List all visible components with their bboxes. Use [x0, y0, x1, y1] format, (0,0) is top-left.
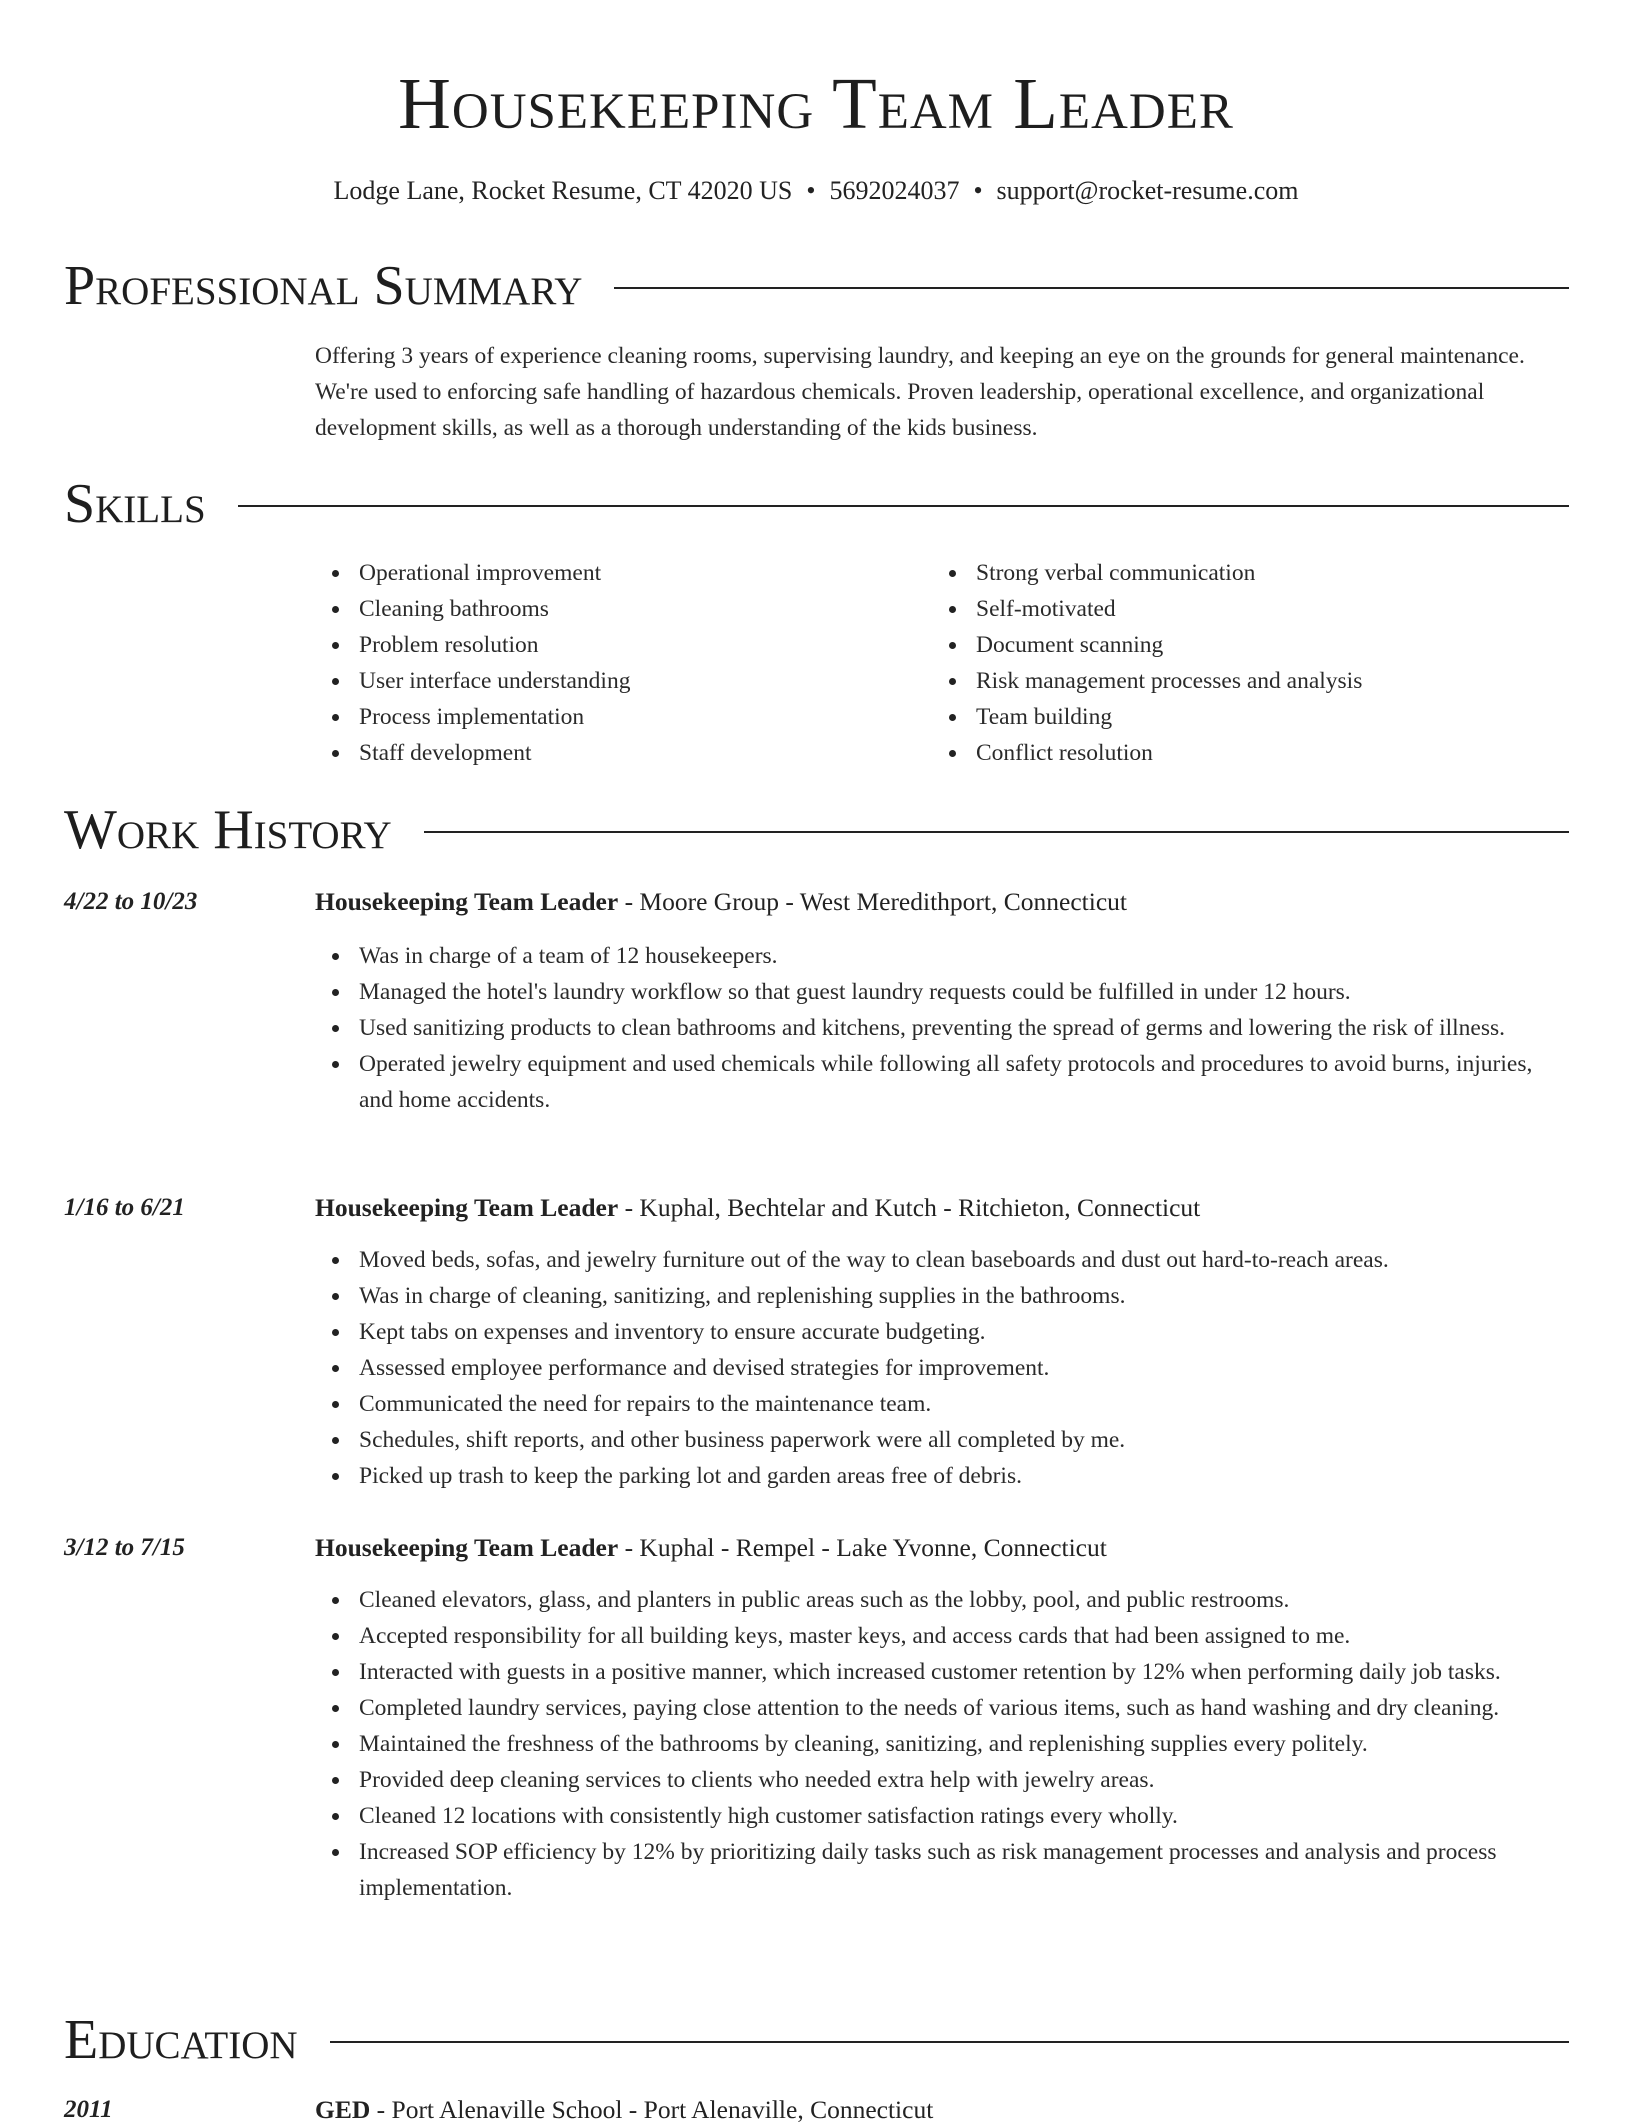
section-title-education [64, 2008, 1569, 2072]
job-bullet: Cleaned elevators, glass, and planters in public areas such as the lobby, pool, and public restrooms. [315, 1582, 1569, 1618]
job-bullets [315, 938, 1569, 1118]
skill-item: Problem resolution [315, 627, 915, 663]
job-title: Housekeeping Team Leader [315, 887, 619, 916]
job-title: Housekeeping Team Leader [315, 1193, 619, 1222]
job-dates: 4/22 to 10/23 [64, 888, 198, 915]
skill-item: Risk management processes and analysis [932, 663, 1532, 699]
resume-name: Housekeeping Team Leader [398, 63, 1234, 144]
skills-list-left [315, 555, 915, 771]
job-bullet: Picked up trash to keep the parking lot and garden areas free of debris. [315, 1458, 1569, 1494]
job-bullet: Schedules, shift reports, and other business paperwork were all completed by me. [315, 1422, 1569, 1458]
contact-email: support@rocket-resume.com [996, 176, 1299, 205]
job-bullet: Interacted with guests in a positive manner, which increased customer retention by 12% when performing daily job tasks. [315, 1654, 1569, 1690]
section-label: Work History [64, 799, 392, 861]
skills-list-right [932, 555, 1532, 771]
section-title-summary [64, 254, 1569, 318]
job-company-location: - Kuphal - Rempel - Lake Yvonne, Connecticut [618, 1533, 1107, 1562]
education-date: 2011 [64, 2096, 113, 2123]
job-bullet: Used sanitizing products to clean bathrooms and kitchens, preventing the spread of germs and lowering the risk of illness. [315, 1010, 1569, 1046]
job-bullet: Moved beds, sofas, and jewelry furniture out of the way to clean baseboards and dust out hard-to-reach areas. [315, 1242, 1569, 1278]
contact-phone: 5692024037 [829, 176, 960, 205]
job-company-location: - Moore Group - West Meredithport, Connecticut [618, 887, 1127, 916]
skill-item: Document scanning [932, 627, 1532, 663]
skill-item: Self-motivated [932, 591, 1532, 627]
job-heading [315, 1190, 1569, 1226]
skill-item: Operational improvement [315, 555, 915, 591]
section-divider [614, 287, 1569, 289]
skill-item: Process implementation [315, 699, 915, 735]
job-bullet: Cleaned 12 locations with consistently high customer satisfaction ratings every wholly. [315, 1798, 1569, 1834]
job-heading [315, 884, 1569, 920]
job-bullet: Accepted responsibility for all building keys, master keys, and access cards that had been assigned to me. [315, 1618, 1569, 1654]
skill-item: Cleaning bathrooms [315, 591, 915, 627]
skill-item: Staff development [315, 735, 915, 771]
job-company-location: - Kuphal, Bechtelar and Kutch - Ritchieton, Connecticut [618, 1193, 1201, 1222]
skill-item: User interface understanding [315, 663, 915, 699]
job-bullet: Kept tabs on expenses and inventory to ensure accurate budgeting. [315, 1314, 1569, 1350]
section-divider [330, 2041, 1569, 2043]
section-label: Education [64, 2009, 298, 2071]
job-bullet: Operated jewelry equipment and used chemicals while following all safety protocols and procedures to avoid burns, injuries, and home accidents. [315, 1046, 1569, 1118]
education-school-location: - Port Alenaville School - Port Alenaville, Connecticut [370, 2095, 934, 2124]
section-label: Professional Summary [64, 255, 583, 317]
section-divider [238, 505, 1569, 507]
job-bullet: Increased SOP efficiency by 12% by prioritizing daily tasks such as risk management processes and analysis and process implementation. [315, 1834, 1569, 1906]
section-title-skills [64, 472, 1569, 536]
job-bullet: Assessed employee performance and devised strategies for improvement. [315, 1350, 1569, 1386]
contact-line [0, 173, 1632, 209]
job-bullet: Completed laundry services, paying close attention to the needs of various items, such as hand washing and dry cleaning. [315, 1690, 1569, 1726]
job-bullet: Managed the hotel's laundry workflow so that guest laundry requests could be fulfilled in under 12 hours. [315, 974, 1569, 1010]
skill-item: Conflict resolution [932, 735, 1532, 771]
job-bullet: Communicated the need for repairs to the maintenance team. [315, 1386, 1569, 1422]
job-title: Housekeeping Team Leader [315, 1533, 619, 1562]
summary-text: Offering 3 years of experience cleaning rooms, supervising laundry, and keeping an eye on the grounds for general maintenance. We're used to enforcing safe handling of hazardous chemicals. Proven leadership, operational excellence, and organizational development skills, as well as a thorough understanding of the kids business. [315, 343, 1525, 441]
education-degree: GED [315, 2095, 371, 2124]
job-bullet: Was in charge of a team of 12 housekeepers. [315, 938, 1569, 974]
job-bullets [315, 1242, 1569, 1494]
job-bullet: Was in charge of cleaning, sanitizing, and replenishing supplies in the bathrooms. [315, 1278, 1569, 1314]
contact-separator: • [806, 176, 816, 205]
job-heading [315, 1530, 1569, 1566]
job-dates: 3/12 to 7/15 [64, 1534, 185, 1561]
section-label: Skills [64, 473, 206, 535]
contact-address: Lodge Lane, Rocket Resume, CT 42020 US [333, 176, 793, 205]
job-bullet: Provided deep cleaning services to clients who needed extra help with jewelry areas. [315, 1762, 1569, 1798]
skill-item: Team building [932, 699, 1532, 735]
skill-item: Strong verbal communication [932, 555, 1532, 591]
contact-separator: • [973, 176, 983, 205]
job-bullets [315, 1582, 1569, 1906]
section-title-work-history [64, 798, 1569, 862]
section-divider [424, 831, 1569, 833]
job-bullet: Maintained the freshness of the bathrooms by cleaning, sanitizing, and replenishing supplies every politely. [315, 1726, 1569, 1762]
education-heading [315, 2092, 1569, 2128]
job-dates: 1/16 to 6/21 [64, 1194, 185, 1221]
